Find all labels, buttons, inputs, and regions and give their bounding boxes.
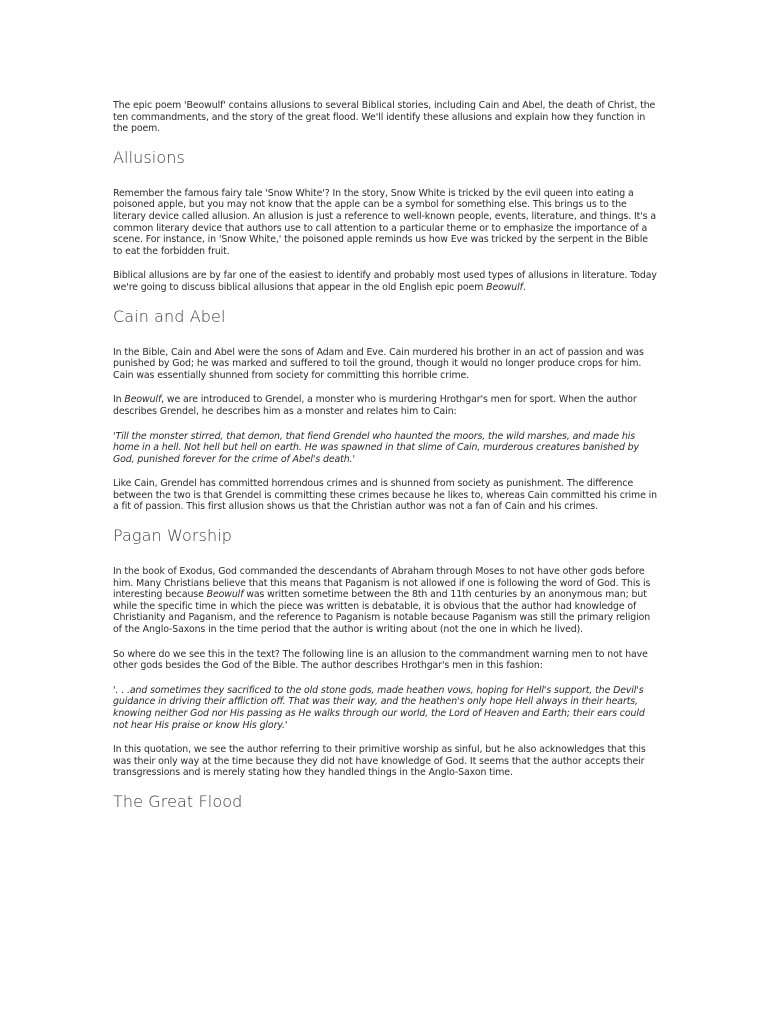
text-run: . <box>522 281 526 293</box>
section-heading-great-flood: The Great Flood <box>113 791 243 811</box>
text-run: Biblical allusions are by far one of the easiest to identify and probably most used types of allusions in literature. Today we're going to discuss biblical allusions that appear in the old English epic poem <box>113 270 657 293</box>
cain-abel-quote: 'Till the monster stirred, that demon, that fiend Grendel who haunted the moors, the wild marshes, and made his home in a hell. Not hell but hell on earth. He was spawned in that slime of Cain, murderous creatures banished by God, punished forever for the crime of Abel's death.' <box>113 430 639 465</box>
section-heading-allusions: Allusions <box>113 147 185 167</box>
text-run: In the book of Exodus, God commanded the descendants of Abraham through Moses to not have other gods before him. Many Christians believe that this means that Paganism is not allowed if one is following the word of God. This is interesting because <box>113 566 651 601</box>
cain-abel-paragraph-1: In the Bible, Cain and Abel were the sons of Adam and Eve. Cain murdered his brother in an act of passion and was punished by God; he was marked and suffered to toil the ground, though it would no longer produce crops for him. Cain was essentially shunned from society for committing this horrible crime. <box>113 346 644 381</box>
poem-title: Beowulf <box>124 394 162 406</box>
text-run: In <box>113 394 125 406</box>
cain-abel-paragraph-3: Like Cain, Grendel has committed horrendous crimes and is shunned from society as punishment. The difference between the two is that Grendel is committing these crimes because he likes to, whereas Cain committed his crime in a fit of passion. This first allusion shows us that the Christian author was not a fan of Cain and his crimes. <box>113 478 657 513</box>
section-heading-cain-and-abel: Cain and Abel <box>113 306 226 326</box>
cain-abel-paragraph-2 <box>113 394 658 417</box>
pagan-paragraph-2: So where do we see this in the text? The following line is an allusion to the commandment warning men to not have other gods besides the God of the Bible. The author describes Hrothgar's men in this fashion: <box>113 648 648 672</box>
document-page <box>113 100 658 832</box>
poem-title: Beowulf <box>486 281 523 293</box>
allusions-paragraph-2 <box>113 270 658 293</box>
pagan-paragraph-3: In this quotation, we see the author referring to their primitive worship as sinful, but he also acknowledges that this was their only way at the time because they did not have knowledge of God. It seems that the author accepts their transgressions and is merely stating how they handled things in the Anglo-Saxon time. <box>113 744 646 779</box>
allusions-paragraph-1: Remember the famous fairy tale 'Snow White'? In the story, Snow White is tricked by the evil queen into eating a poisoned apple, but you may not know that the apple can be a symbol for something else. This brings us to the literary device called allusion. An allusion is just a reference to well-known people, events, literature, and things. It's a common literary device that authors use to call attention to a particular theme or to emphasize the importance of a scene. For instance, in 'Snow White,' the poisoned apple reminds us how Eve was tricked by the serpent in the Bible to eat the forbidden fruit. <box>113 187 656 257</box>
text-run: , we are introduced to Grendel, a monster who is murdering Hrothgar's men for sport. When the author describes Grendel, he describes him as a monster and relates him to Cain: <box>113 394 637 417</box>
section-heading-pagan-worship: Pagan Worship <box>113 526 232 546</box>
intro-paragraph: The epic poem 'Beowulf' contains allusions to several Biblical stories, including Cain and Abel, the death of Christ, the ten commandments, and the story of the great flood. We'll identify these allusions and explain how they function in the poem. <box>113 100 656 135</box>
text-run: was written sometime between the 8th and 11th centuries by an anonymous man; but while the specific time in which the piece was written is debatable, it is obvious that the author had knowledge of Christianity and Paganism, and the reference to Paganism is notable because Paganism was still the primary religion of the Anglo-Saxons in the time period that the author is writing about (not the one in which he lived). <box>113 589 651 636</box>
poem-title: Beowulf <box>206 589 244 601</box>
pagan-paragraph-1 <box>113 566 658 636</box>
pagan-quote: '. . .and sometimes they sacrificed to the old stone gods, made heathen vows, hoping for Hell's support, the Devil's guidance in driving their affliction off. That was their way, and the heathen's only hope Hell always in their hearts, knowing neither God nor His passing as He walks through our world, the Lord of Heaven and Earth; their ears could not hear His praise or know His glory.' <box>113 684 645 731</box>
